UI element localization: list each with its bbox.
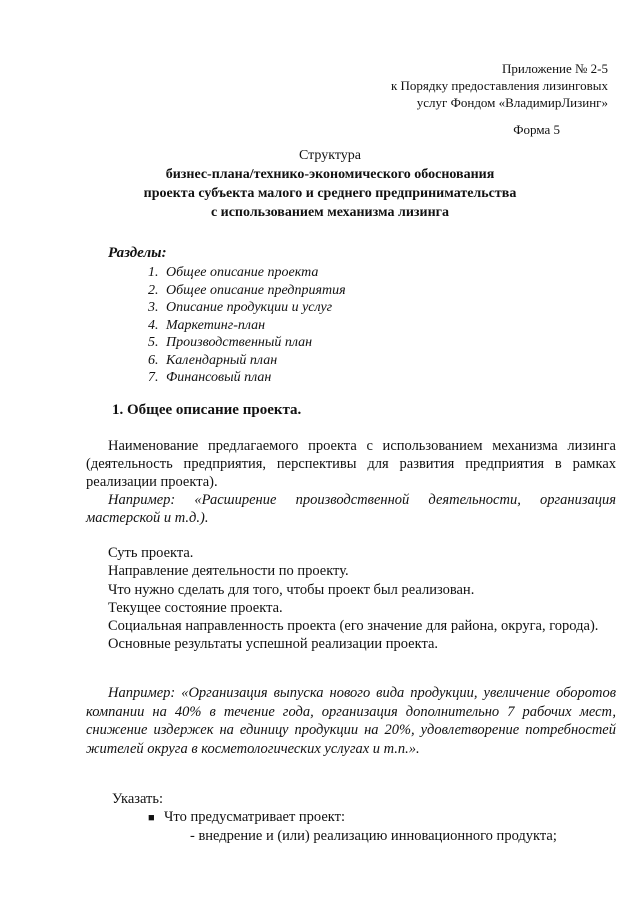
bullet-item-label: Что предусматривает проект: xyxy=(164,809,346,825)
list-item xyxy=(148,282,346,300)
list-item-number: 5. xyxy=(148,335,159,350)
list-item xyxy=(148,352,346,370)
appendix-line-3: услуг Фондом «ВладимирЛизинг» xyxy=(416,95,608,110)
appendix-line-2: к Порядку предоставления лизинговых xyxy=(390,78,608,93)
list-item xyxy=(148,334,346,352)
list-item-number: 7. xyxy=(148,370,159,385)
title-line-3: проекта субъекта малого и среднего предпринимательства xyxy=(143,186,517,201)
list-item xyxy=(148,317,346,335)
list-item-number: 2. xyxy=(148,282,159,298)
list-item-number: 3. xyxy=(148,300,159,315)
list-item xyxy=(148,299,346,317)
text-line: Что нужно сделать для того, чтобы проект был реализован. xyxy=(108,581,475,598)
list-item-label: Производственный план xyxy=(166,335,313,350)
list-item-number: 1. xyxy=(148,265,159,280)
list-item-number: 4. xyxy=(148,317,159,333)
list-item-label: Финансовый план xyxy=(166,370,272,385)
project-name-paragraph: Наименование предлагаемого проекта с использованием механизма лизинга (деятельность предприятия, перспективы для развития предприятия в рамках реализации проекта). xyxy=(86,438,616,490)
sub-item: - внедрение и (или) реализацию инновационного продукта; xyxy=(190,828,557,844)
list-item-label: Описание продукции и услуг xyxy=(166,300,333,315)
document-title xyxy=(120,146,540,222)
example-1-paragraph: Например: «Расширение производственной деятельности, организация мастерской и т.д.). xyxy=(86,492,616,526)
title-line-2: бизнес-плана/технико-экономического обоснования xyxy=(165,167,495,182)
example-2-paragraph: Например: «Организация выпуска нового вида продукции, увеличение оборотов компании на 40% в течение года, организация дополнительно 7 рабочих мест, снижение издержек на единицу продукции на 20%, удовлетворение потребностей жителей округа в косметологических услугах и т.п.». xyxy=(86,685,616,757)
list-item xyxy=(148,369,346,387)
text-line: Социальная направленность проекта (его значение для района, округа, города). xyxy=(108,618,599,635)
bullet-square-icon: ■ xyxy=(148,812,155,824)
sections-list xyxy=(148,264,346,387)
text-line: Направление деятельности по проекту. xyxy=(108,563,349,580)
text-line: Суть проекта. xyxy=(108,545,194,561)
list-item-label: Общее описание предприятия xyxy=(166,282,346,298)
specify-label: Указать: xyxy=(112,791,164,807)
list-item-label: Маркетинг-план xyxy=(166,317,266,333)
sections-heading: Разделы: xyxy=(108,245,167,261)
appendix-header xyxy=(348,60,608,111)
appendix-line-1: Приложение № 2-5 xyxy=(501,61,608,76)
text-line: Текущее состояние проекта. xyxy=(108,599,283,616)
list-item-label: Общее описание проекта xyxy=(166,265,319,280)
project-lines xyxy=(86,544,616,654)
bullet-item xyxy=(148,809,345,826)
list-item-label: Календарный план xyxy=(166,352,278,368)
section-1-heading: 1. Общее описание проекта. xyxy=(112,402,302,418)
title-line-1: Структура xyxy=(298,148,362,163)
text-line: Основные результаты успешной реализации проекта. xyxy=(108,636,439,653)
title-line-4: с использованием механизма лизинга xyxy=(210,205,450,220)
list-item xyxy=(148,264,346,282)
list-item-number: 6. xyxy=(148,352,159,368)
form-number: Форма 5 xyxy=(513,122,560,137)
